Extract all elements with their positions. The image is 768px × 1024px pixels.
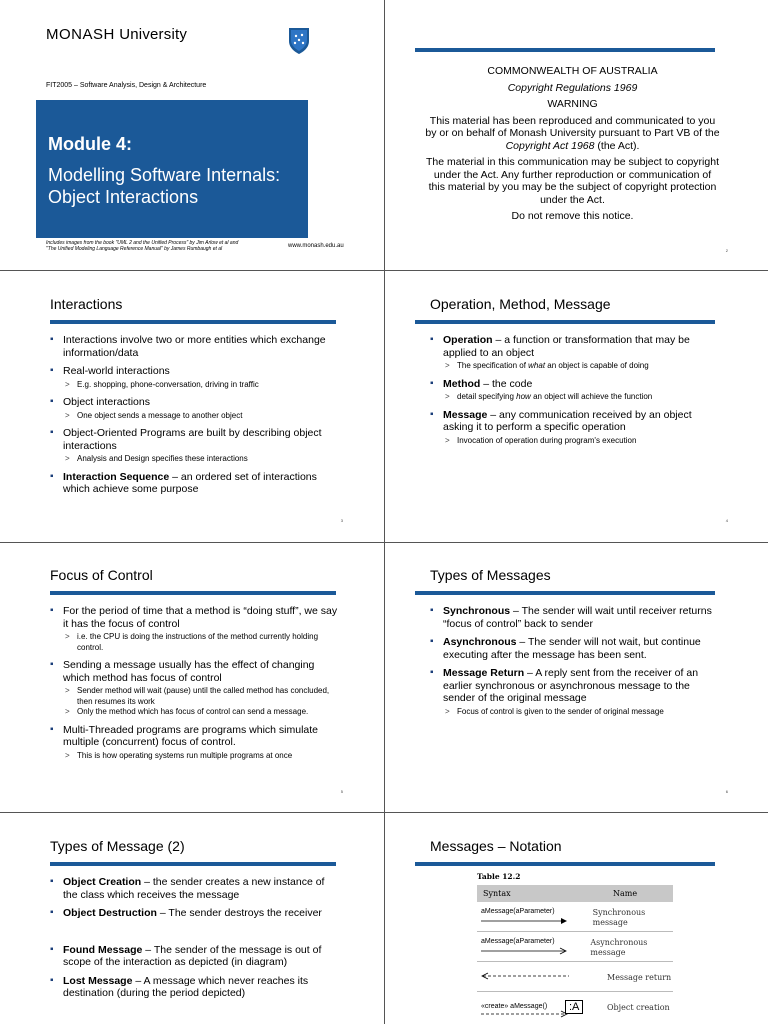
synchronous-arrow-icon — [477, 902, 607, 931]
list-item: ▪ Message Return – A reply sent from the receiver of an earlier synchronous or asynchronous message to the sender of the original message > Focus of control is given to the sender of original message — [430, 667, 720, 717]
title-rule — [415, 48, 715, 52]
row-divider — [0, 270, 768, 271]
slide-title: Types of Message (2) — [50, 838, 185, 854]
list-item: ▪ Operation – a function or transformation that may be applied to an object > The specification of what an object is capable of doing — [430, 334, 720, 372]
image-credits: Includes images from the book "UML 2 and the Unified Process" by Jim Arlow et al and "The Unified Modeling Language Reference Manual" by James Rumbaugh et al — [46, 240, 239, 252]
list-item: ▪ Sending a message usually has the effect of changing which method has focus of control > Sender method will wait (pause) until the called method has concluded, then resumes its work > Only the method which has focus of control can send a message. — [50, 659, 340, 718]
table-row: aMessage(aParameter) Asynchronous message — [477, 932, 673, 962]
slide-types-of-message-2 — [0, 814, 383, 1024]
monash-crest-icon — [288, 27, 310, 55]
slide-operation-method-message — [385, 272, 768, 542]
list-item: ▪ Message – any communication received by an object asking it to perform a specific operation > Invocation of operation during program's execution — [430, 409, 720, 447]
bullet-list — [50, 334, 340, 502]
list-item: ▪ Lost Message – A message which never reaches its destination (during the period depicted) — [50, 975, 340, 1000]
table-row: aMessage(aParameter) Synchronous message — [477, 902, 673, 932]
list-item: ▪ Method – the code > detail specifying how an object will achieve the function — [430, 378, 720, 403]
list-item: ▪ Object Creation – the sender creates a new instance of the class which receives the message — [50, 876, 340, 901]
slide-focus-of-control — [0, 543, 383, 812]
list-item: ▪ Object-Oriented Programs are built by describing object interactions > Analysis and Design specifies these interactions — [50, 427, 340, 465]
list-item: ▪ For the period of time that a method is “doing stuff”, we say it has the focus of control > i.e. the CPU is doing the instructions of the method currently holding control. — [50, 605, 340, 653]
bullet-list — [50, 605, 340, 767]
list-item: ▪ Object interactions > One object sends a message to another object — [50, 396, 340, 421]
website-url: www.monash.edu.au — [288, 243, 344, 249]
return-arrow-icon — [477, 962, 607, 991]
notation-table — [477, 872, 673, 1021]
bullet-list — [430, 334, 720, 452]
list-item: ▪ Interactions involve two or more entities which exchange information/data — [50, 334, 340, 359]
create-arrow-icon — [477, 992, 577, 1021]
bullet-list — [430, 605, 720, 723]
slide-interactions — [0, 272, 383, 542]
module-number: Module 4: — [48, 134, 132, 154]
slide-types-of-messages — [385, 543, 768, 812]
page-number: 6 — [725, 789, 728, 794]
list-item: ▪ Interaction Sequence – an ordered set of interactions which achieve some purpose — [50, 471, 340, 496]
title-rule — [415, 320, 715, 324]
title-rule — [415, 862, 715, 866]
table-caption: Table 12.2 — [477, 872, 521, 881]
slide-title: Operation, Method, Message — [430, 296, 611, 312]
asynchronous-arrow-icon — [477, 932, 607, 961]
module-title: Modelling Software Internals: Object Interactions — [48, 165, 281, 207]
table-row: «create» aMessage() :A Object creation — [477, 992, 673, 1021]
bullet-list — [50, 876, 340, 1006]
title-rule — [50, 591, 336, 595]
title-rule — [415, 591, 715, 595]
slide-title: Types of Messages — [430, 567, 551, 583]
title-rule — [50, 320, 336, 324]
slide-copyright — [385, 0, 768, 270]
slide-title: Interactions — [50, 296, 123, 312]
page-number: 2 — [725, 248, 728, 253]
list-item: ▪ Object Destruction – The sender destroys the receiver — [50, 907, 340, 920]
object-box: :A — [565, 1000, 583, 1014]
slide-title: Messages – Notation — [430, 838, 562, 854]
list-item: ▪ Synchronous – The sender will wait until receiver returns “focus of control” back to sender — [430, 605, 720, 630]
list-item: ▪ Asynchronous – The sender will not wait, but continue executing after the message has been sent. — [430, 636, 720, 661]
slide-title — [0, 0, 383, 270]
page-number: 3 — [340, 518, 343, 523]
university-logo-text: MONASH University — [46, 26, 188, 43]
table-row: Message return — [477, 962, 673, 992]
row-divider — [0, 812, 768, 813]
slide-messages-notation — [385, 814, 768, 1024]
table-header: Syntax Name — [477, 885, 673, 902]
list-item: ▪ Multi-Threaded programs are programs which simulate multiple (concurrent) focus of control. > This is how operating systems run multiple programs at once — [50, 724, 340, 762]
page-number: 4 — [725, 518, 728, 523]
title-rule — [50, 862, 336, 866]
unit-code: FIT2005 – Software Analysis, Design & Architecture — [46, 82, 207, 89]
list-item: ▪ Found Message – The sender of the message is out of scope of the interaction as depicted (in diagram) — [50, 944, 340, 969]
list-item: ▪ Real-world interactions > E.g. shopping, phone-conversation, driving in traffic — [50, 365, 340, 390]
slide-title: Focus of Control — [50, 567, 153, 583]
copyright-notice: COMMONWEALTH OF AUSTRALIA Copyright Regulations 1969 WARNING This material has been reproduced and communicated to you by or on behalf of Monash University pursuant to Part VB of the Copyright Act 1968 (the Act). The material in this communication may be subject to copyright under the Act. Any further reproduction or communication of this material by you may be the subject of copyright protection under the Act. Do not remove this notice. — [425, 65, 720, 222]
page-number: 5 — [340, 789, 343, 794]
